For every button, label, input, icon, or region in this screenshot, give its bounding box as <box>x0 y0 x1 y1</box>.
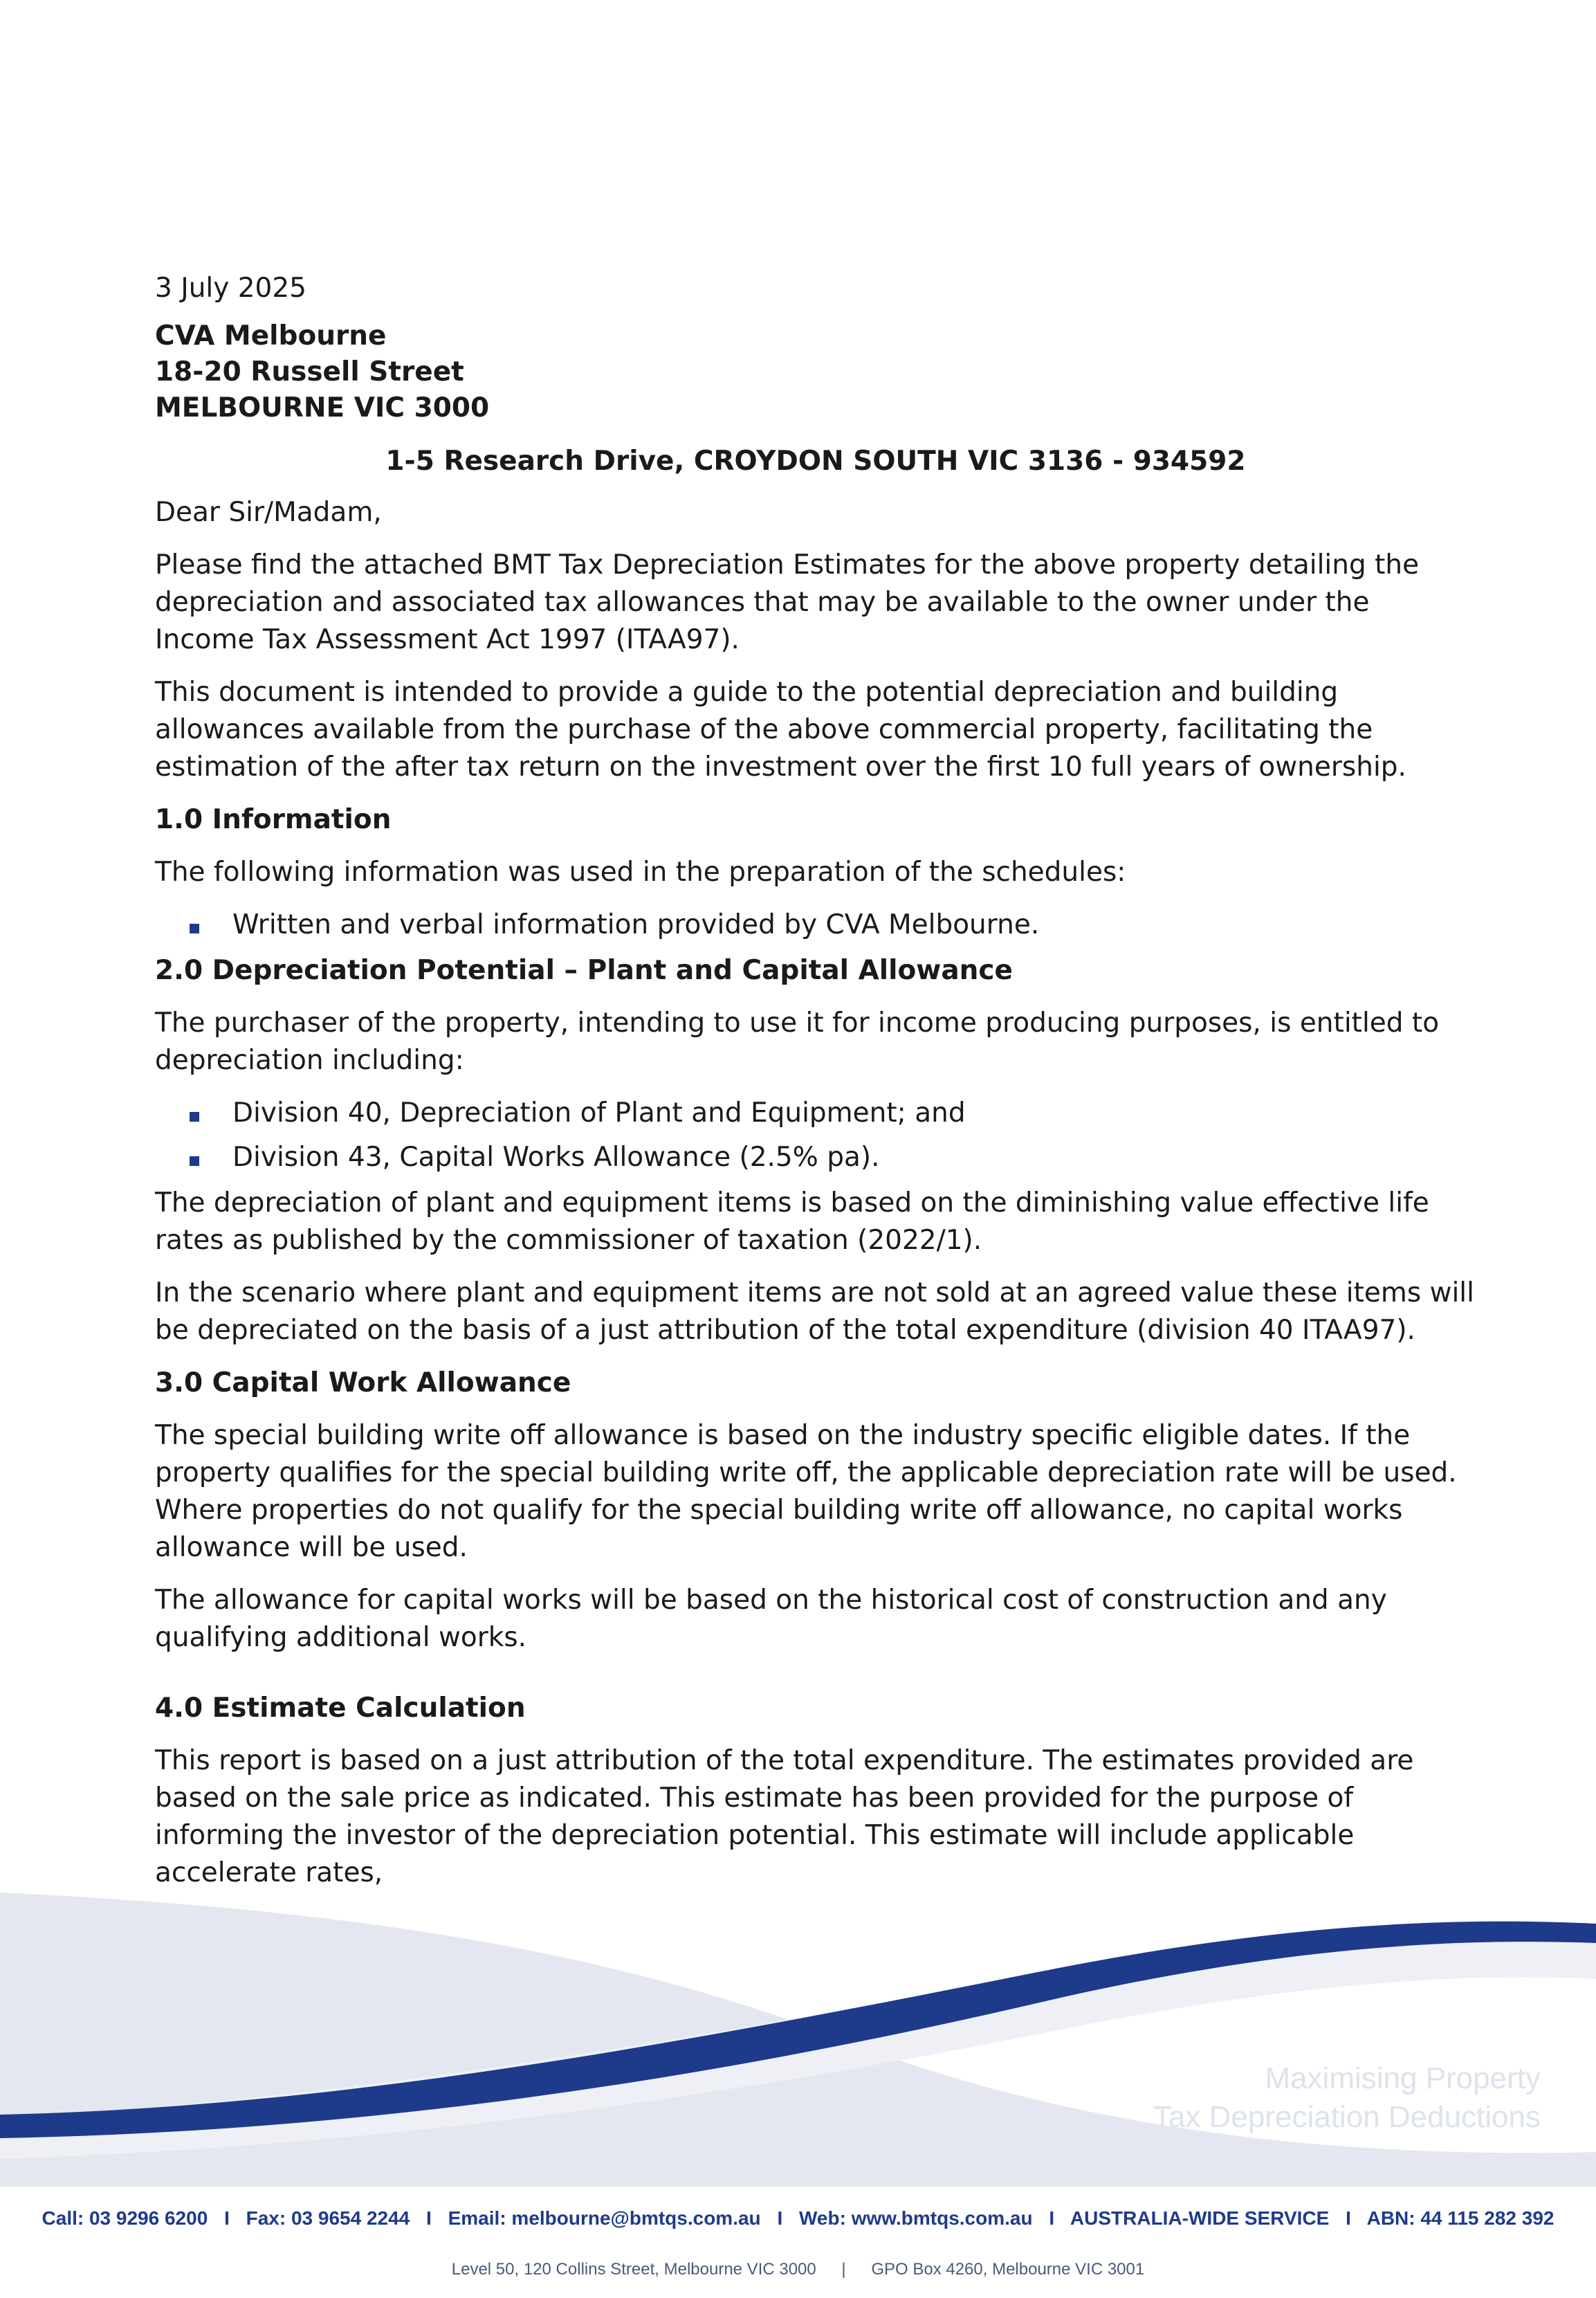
section-heading: 4.0 Estimate Calculation <box>155 1693 526 1724</box>
section-paragraph: The depreciation of plant and equipment items is based on the diminishing value effective life rates as published by the commissioner of taxation (2022/1). <box>155 1187 1429 1256</box>
footer-postal-address <box>0 2260 1596 2279</box>
street-address: Level 50, 120 Collins Street, Melbourne VIC 3000 <box>451 2260 816 2279</box>
letter-body <box>155 270 1476 1907</box>
salutation: Dear Sir/Madam, <box>155 497 382 528</box>
section-heading: 3.0 Capital Work Allowance <box>155 1367 571 1398</box>
footer-contact-bar <box>0 2207 1596 2229</box>
section-paragraph: The allowance for capital works will be based on the historical cost of construction and any qualifying additional works. <box>155 1585 1387 1653</box>
abn-text: ABN: 44 115 282 392 <box>1366 2207 1554 2229</box>
separator: I <box>777 2207 783 2229</box>
list-item <box>155 1139 1476 1176</box>
footer-wave-graphic <box>0 1868 1596 2187</box>
phone-text: Call: 03 9296 6200 <box>42 2207 208 2229</box>
web-text: Web: www.bmtqs.com.au <box>799 2207 1033 2229</box>
bullet-list <box>155 906 1476 944</box>
square-bullet-icon <box>190 924 199 933</box>
list-item <box>155 1095 1476 1132</box>
intro-paragraph: This document is intended to provide a guide to the potential depreciation and building allowances available from the purchase of the above commercial property, facilitating the estimation of the after tax return on the investment over the first 10 full years of ownership. <box>155 677 1406 783</box>
section-paragraph: The special building write off allowance is based on the industry specific eligible dates. If the property qualifies for the special building write off, the applicable depreciation rate will be used. Where properties do not qualify for the special building write off allowance, no capital works allowance will be used. <box>155 1420 1457 1563</box>
po-box-address: GPO Box 4260, Melbourne VIC 3001 <box>871 2260 1145 2279</box>
separator: I <box>224 2207 230 2229</box>
list-item <box>155 906 1476 944</box>
square-bullet-icon <box>190 1112 199 1122</box>
service-text: AUSTRALIA-WIDE SERVICE <box>1070 2207 1330 2229</box>
footer-tagline <box>1153 2059 1541 2137</box>
fax-text: Fax: 03 9654 2244 <box>246 2207 410 2229</box>
email-text: Email: melbourne@bmtqs.com.au <box>448 2207 761 2229</box>
spacer <box>155 1672 1476 1690</box>
separator: I <box>1049 2207 1055 2229</box>
tagline-line: Maximising Property <box>1265 2061 1541 2095</box>
list-item-text: Written and verbal information provided by CVA Melbourne. <box>232 909 1040 940</box>
subject-line: 1-5 Research Drive, CROYDON SOUTH VIC 3136 - 934592 <box>385 446 1246 477</box>
section-paragraph: This report is based on a just attribution of the total expenditure. The estimates provided are based on the sale price as indicated. This estimate has been provided for the purpose of informing the investor of the depreciation potential. This estimate will include applicable accelerate rates, <box>155 1745 1414 1888</box>
section-heading: 1.0 Information <box>155 804 392 835</box>
list-item-text: Division 43, Capital Works Allowance (2.5% pa). <box>232 1142 880 1173</box>
letter-date: 3 July 2025 <box>155 273 306 304</box>
bullet-list <box>155 1095 1476 1176</box>
recipient-line: CVA Melbourne <box>155 320 387 352</box>
list-item-text: Division 40, Depreciation of Plant and Equipment; and <box>232 1097 966 1129</box>
tagline-line: Tax Depreciation Deductions <box>1153 2100 1541 2134</box>
section-heading: 2.0 Depreciation Potential – Plant and Capital Allowance <box>155 955 1013 986</box>
recipient-address <box>155 318 1476 426</box>
separator: I <box>426 2207 432 2229</box>
section-paragraph: The following information was used in the preparation of the schedules: <box>155 857 1126 888</box>
recipient-line: MELBOURNE VIC 3000 <box>155 392 490 423</box>
recipient-line: 18-20 Russell Street <box>155 356 464 387</box>
intro-paragraph: Please find the attached BMT Tax Depreciation Estimates for the above property detailing the depreciation and associated tax allowances that may be available to the owner under the Income Tax Assessment Act 1997 (ITAA97). <box>155 549 1420 655</box>
separator: | <box>841 2260 846 2279</box>
section-paragraph: The purchaser of the property, intending to use it for income producing purposes, is entitled to depreciation including: <box>155 1007 1440 1076</box>
square-bullet-icon <box>190 1156 199 1166</box>
section-paragraph: In the scenario where plant and equipment items are not sold at an agreed value these items will be depreciated on the basis of a just attribution of the total expenditure (division 40 ITAA97). <box>155 1277 1474 1346</box>
separator: I <box>1346 2207 1351 2229</box>
